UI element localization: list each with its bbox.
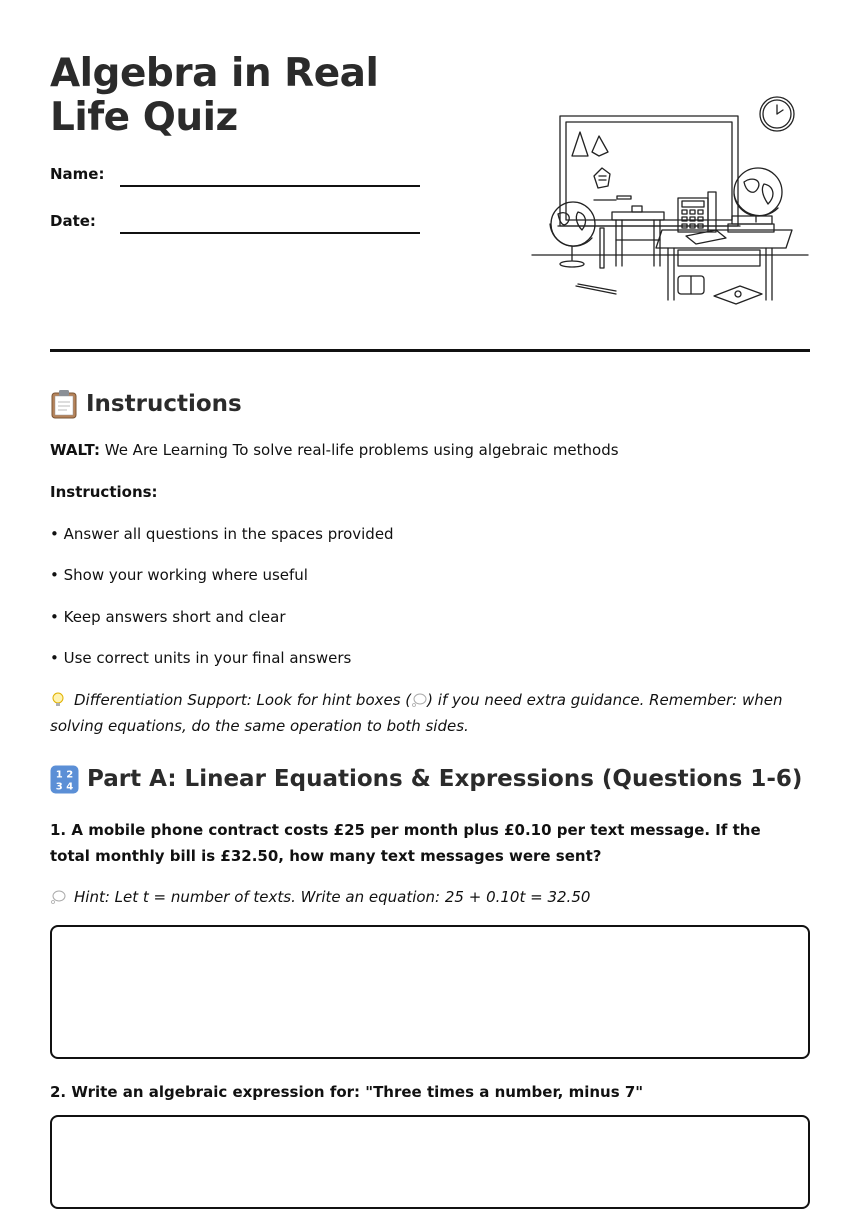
svg-text:3 4: 3 4 <box>55 781 74 792</box>
differentiation-support <box>50 687 810 739</box>
instructions-list-label: Instructions: <box>50 483 158 501</box>
classroom-illustration <box>528 90 810 306</box>
instructions-heading <box>50 389 242 419</box>
question-1: 1. A mobile phone contract costs £25 per month plus £0.10 per text message. If the total monthly bill is £32.50, how many text messages were sent? <box>50 821 761 865</box>
answer-box-2[interactable] <box>50 1115 810 1209</box>
instruction-item: • Answer all questions in the spaces provided <box>50 525 394 543</box>
svg-text:1 2: 1 2 <box>55 769 74 780</box>
date-field[interactable] <box>50 212 420 236</box>
date-label: Date: <box>50 212 96 230</box>
numbers-1234-icon <box>50 765 79 794</box>
instruction-item: • Use correct units in your final answers <box>50 649 352 667</box>
thought-bubble-icon <box>411 692 427 708</box>
date-line[interactable] <box>120 232 420 234</box>
lightbulb-icon <box>50 692 66 708</box>
support-text-part2: ) if you need extra guidance. Remember: when solving equations, do the same operation to both sides. <box>50 691 783 735</box>
walt-line <box>50 437 810 463</box>
name-field[interactable] <box>50 165 420 189</box>
question-2: 2. Write an algebraic expression for: "Three times a number, minus 7" <box>50 1083 644 1101</box>
walt-text: We Are Learning To solve real-life problems using algebraic methods <box>99 441 619 459</box>
question-1-hint-text: Hint: Let t = number of texts. Write an equation: 25 + 0.10t = 32.50 <box>74 888 591 906</box>
section-divider <box>50 349 810 352</box>
question-1-hint <box>50 884 810 910</box>
page-title: Algebra in Real Life Quiz <box>50 51 379 140</box>
thought-bubble-icon <box>50 889 66 905</box>
instruction-item: • Show your working where useful <box>50 566 308 584</box>
name-label: Name: <box>50 165 105 183</box>
answer-box-1[interactable] <box>50 925 810 1059</box>
instructions-heading-text: Instructions <box>86 391 242 417</box>
instruction-item: • Keep answers short and clear <box>50 608 286 626</box>
name-line[interactable] <box>120 185 420 187</box>
support-text-part1: Differentiation Support: Look for hint boxes ( <box>74 691 412 709</box>
clipboard-icon <box>50 389 78 419</box>
walt-label: WALT: <box>50 441 100 459</box>
part-a-heading <box>50 764 802 794</box>
part-a-heading-text: Part A: Linear Equations & Expressions (Questions 1-6) <box>87 766 803 792</box>
quiz-page <box>50 0 810 1161</box>
